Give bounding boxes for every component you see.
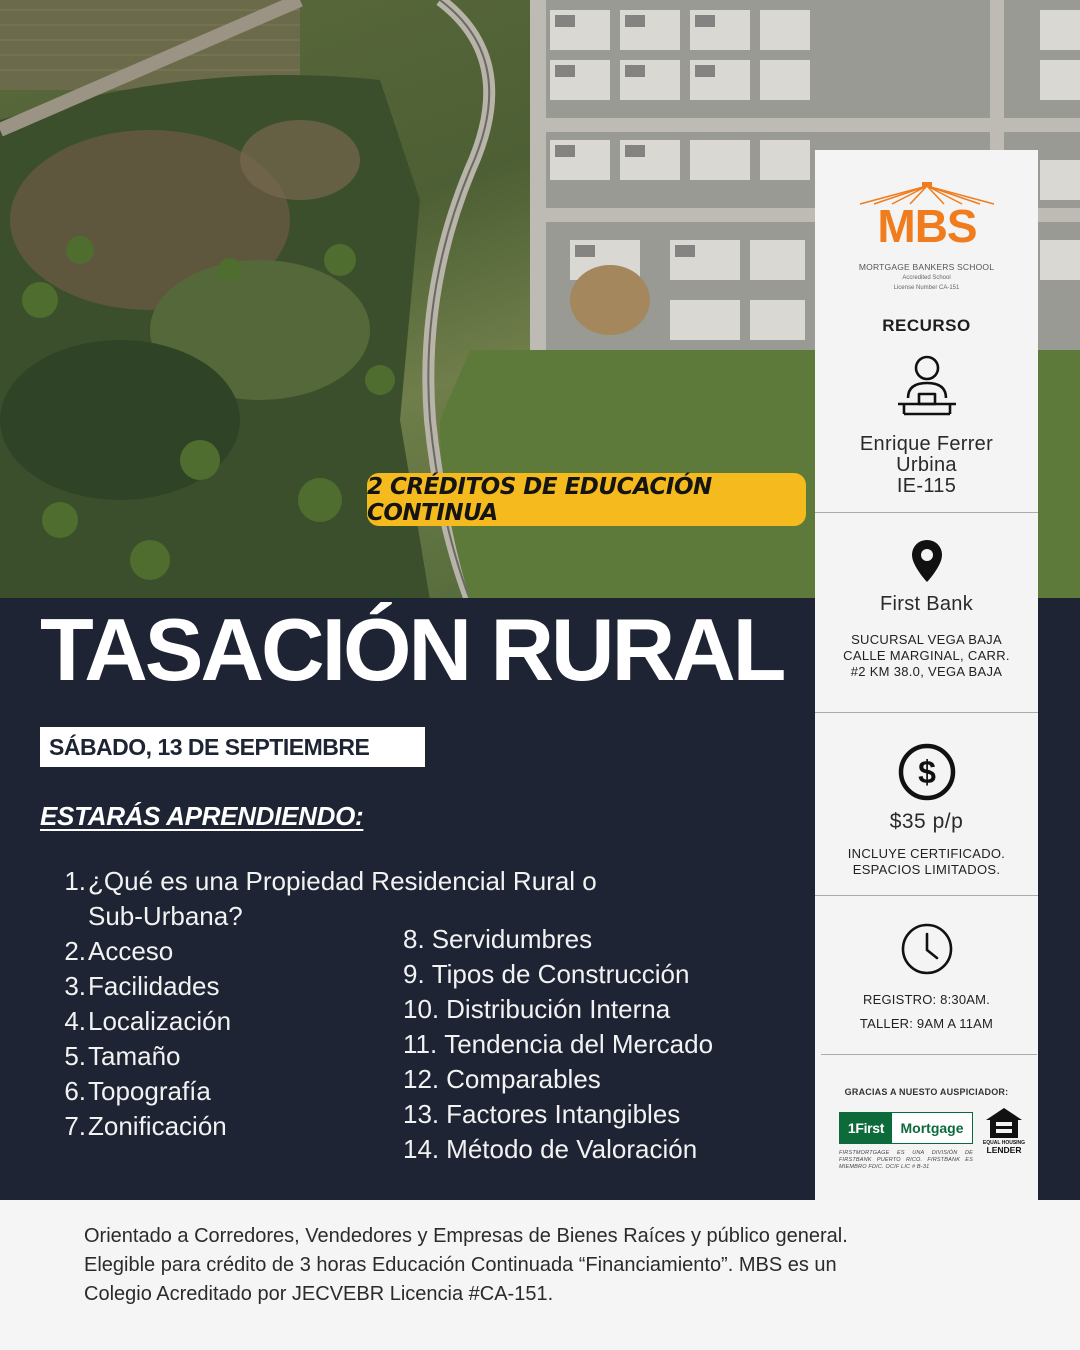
mbs-logo-line1: Accredited School bbox=[902, 275, 951, 281]
price-note-line1: INCLUYE CERTIFICADO. bbox=[847, 846, 1006, 861]
list-item-number: 5. bbox=[64, 1041, 86, 1071]
sponsor-heading: GRACIAS A NUESTO AUSPICIADOR: bbox=[844, 1087, 1009, 1097]
sponsor-note: FIRSTMORTGAGE ES UNA DIVISIÓN DE FIRSTBANK PUERTO RICO. FIRSTBANK ES MIEMBRO FDIC. OCIF LIC # B-31 bbox=[839, 1150, 973, 1170]
location-address bbox=[815, 632, 1038, 680]
list-item-number: 9. bbox=[403, 959, 425, 989]
workshop-time: TALLER: 9AM A 11AM bbox=[859, 1016, 994, 1031]
divider bbox=[815, 895, 1038, 896]
equal-housing-line2: LENDER bbox=[986, 1145, 1022, 1155]
list-item-text: Factores Intangibles bbox=[446, 1099, 681, 1129]
list-item bbox=[403, 1062, 823, 1097]
list-item bbox=[403, 1027, 823, 1062]
list-item-number: 11. bbox=[403, 1029, 438, 1059]
resource-label: RECURSO bbox=[882, 316, 971, 335]
speaker-license: IE-115 bbox=[896, 475, 957, 497]
location-address-line2: CALLE MARGINAL, CARR. bbox=[843, 648, 1010, 663]
mbs-logo-mark bbox=[852, 180, 1002, 262]
speaker-name-line1: Enrique Ferrer bbox=[859, 433, 994, 455]
list-item bbox=[403, 1132, 823, 1167]
schedule bbox=[815, 988, 1038, 1036]
list-item-text: Tamaño bbox=[88, 1041, 181, 1071]
list-item-text: Acceso bbox=[88, 936, 174, 966]
equal-housing-lender-logo bbox=[981, 1106, 1027, 1155]
speaker-name bbox=[815, 434, 1038, 497]
credits-badge: 2 CRÉDITOS DE EDUCACIÓN CONTINUA bbox=[367, 473, 806, 526]
list-item-text: Localización bbox=[88, 1006, 232, 1036]
list-item-number: 12. bbox=[403, 1064, 440, 1094]
list-item-text: Sub-Urbana? bbox=[88, 901, 243, 931]
mbs-logo-line2: License Number CA-151 bbox=[893, 285, 960, 291]
list-item-number: 4. bbox=[64, 1006, 86, 1036]
price: $35 p/p bbox=[889, 810, 964, 833]
learning-heading: ESTARÁS APRENDIENDO: bbox=[40, 801, 364, 831]
footer-text: Orientado a Corredores, Vendedores y Empresas de Bienes Raíces y público general. Elegible para crédito de 3 horas Educación Continuada “Financiamiento”. MBS es un Colegio Acreditado por JECVEBR Licencia #CA-151. bbox=[84, 1225, 848, 1305]
list-item-text: Tipos de Construcción bbox=[431, 959, 690, 989]
info-panel bbox=[815, 150, 1038, 1200]
speaker-name-line2: Urbina bbox=[896, 454, 957, 476]
list-item-text: Facilidades bbox=[88, 971, 220, 1001]
list-item-number: 2. bbox=[64, 936, 86, 966]
first-mortgage-logo bbox=[839, 1112, 973, 1144]
list-item bbox=[403, 992, 823, 1027]
list-item-text: Método de Valoración bbox=[446, 1134, 698, 1164]
list-item-number: 8. bbox=[403, 924, 425, 954]
list-item-text: Comparables bbox=[446, 1064, 601, 1094]
mbs-logo bbox=[815, 180, 1038, 320]
mbs-logo-name: MORTGAGE BANKERS SCHOOL bbox=[858, 262, 995, 272]
list-item bbox=[403, 922, 823, 957]
list-item-text: Servidumbres bbox=[431, 924, 593, 954]
list-item-number: 10. bbox=[403, 994, 440, 1024]
list-item-number: 1. bbox=[64, 866, 86, 896]
list-item bbox=[50, 864, 690, 899]
registration-time: REGISTRO: 8:30AM. bbox=[863, 992, 990, 1007]
topics-list-right bbox=[403, 922, 823, 1167]
divider bbox=[815, 712, 1038, 713]
first-mortgage-logo-left: 1First bbox=[840, 1113, 892, 1143]
divider bbox=[821, 1054, 1037, 1055]
equal-housing-icon bbox=[984, 1106, 1024, 1140]
list-item-text: Topografía bbox=[88, 1076, 211, 1106]
equal-housing-line1: EQUAL HOUSING bbox=[982, 1140, 1026, 1146]
mbs-logo-letters: MBS bbox=[876, 200, 977, 252]
location-name: First Bank bbox=[879, 593, 974, 615]
event-date bbox=[40, 727, 425, 767]
list-item-number: 3. bbox=[64, 971, 86, 1001]
location-address-line3: #2 KM 38.0, VEGA BAJA bbox=[850, 664, 1003, 679]
list-item-number bbox=[50, 899, 86, 934]
list-item bbox=[403, 1097, 823, 1132]
event-date-text: SÁBADO, 13 DE SEPTIEMBRE bbox=[49, 733, 370, 760]
speaker-at-podium-icon bbox=[815, 352, 1038, 420]
divider bbox=[815, 512, 1038, 513]
price-note bbox=[815, 846, 1038, 878]
list-item bbox=[403, 957, 823, 992]
list-item-number: 14. bbox=[403, 1134, 440, 1164]
dollar-circle-icon bbox=[815, 742, 1038, 802]
event-title: TASACIÓN RURAL bbox=[40, 600, 784, 699]
list-item-text: Distribución Interna bbox=[446, 994, 671, 1024]
map-pin-icon bbox=[815, 538, 1038, 584]
first-mortgage-logo-right: Mortgage bbox=[900, 1120, 964, 1136]
svg-text:$: $ bbox=[917, 754, 936, 790]
price-note-line2: ESPACIOS LIMITADOS. bbox=[852, 862, 1001, 877]
location-address-line1: SUCURSAL VEGA BAJA bbox=[851, 632, 1002, 647]
footer bbox=[0, 1200, 1080, 1350]
clock-icon bbox=[815, 922, 1038, 976]
list-item-number: 7. bbox=[64, 1111, 86, 1141]
list-item-number: 6. bbox=[64, 1076, 86, 1106]
list-item-text: Zonificación bbox=[88, 1111, 227, 1141]
list-item-number: 13. bbox=[403, 1099, 440, 1129]
list-item-text: Tendencia del Mercado bbox=[444, 1029, 714, 1059]
list-item-text: ¿Qué es una Propiedad Residencial Rural o bbox=[88, 866, 597, 896]
